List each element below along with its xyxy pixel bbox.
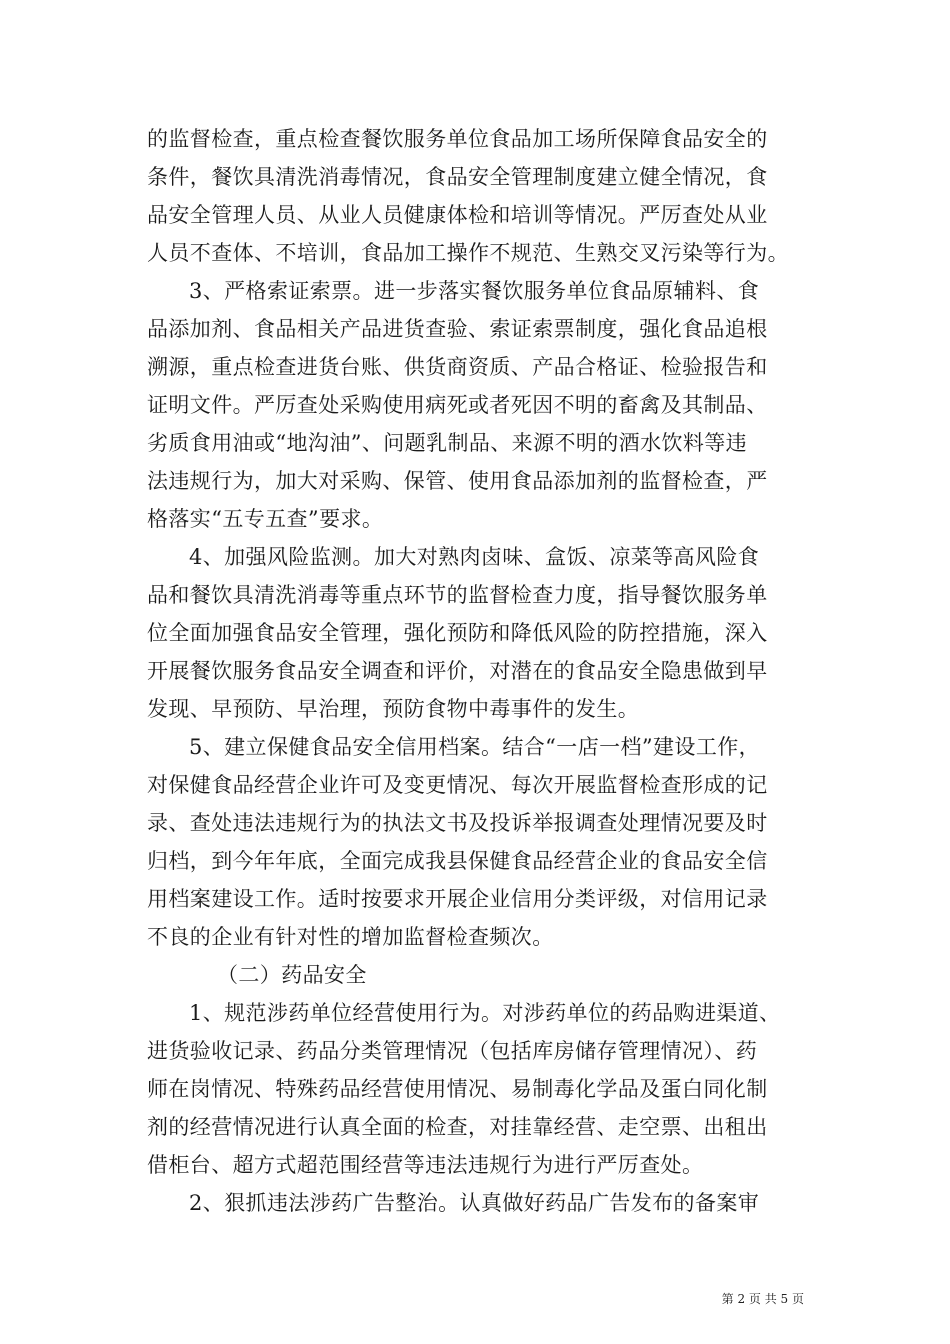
text-line: 的监督检查，重点检查餐饮服务单位食品加工场所保障食品安全的	[147, 127, 768, 151]
text-line: 借柜台、超方式超范围经营等违法违规行为进行严厉查处。	[147, 1153, 704, 1177]
text-line: 溯源，重点检查进货台账、供货商资质、产品合格证、检验报告和	[147, 355, 768, 379]
text-line: 证明文件。严厉查处采购使用病死或者死因不明的畜禽及其制品、	[147, 393, 768, 417]
text-line: 归档，到今年年底，全面完成我县保健食品经营企业的食品安全信	[147, 849, 768, 873]
text-line: 发现、早预防、早治理，预防食物中毒事件的发生。	[147, 697, 640, 721]
text-line: 条件，餐饮具清洗消毒情况，食品安全管理制度建立健全情况，食	[147, 165, 768, 189]
text-line: 劣质食用油或“地沟油”、问题乳制品、来源不明的酒水饮料等违	[147, 431, 748, 455]
text-line: 品添加剂、食品相关产品进货查验、索证索票制度，强化食品追根	[147, 317, 768, 341]
paragraph-start-line: 1、规范涉药单位经营使用行为。对涉药单位的药品购进渠道、	[189, 1001, 781, 1025]
text-line: 格落实“五专五查”要求。	[147, 507, 384, 531]
page-number-footer: 第 2 页 共 5 页	[721, 1292, 804, 1306]
text-line: 不良的企业有针对性的增加监督检查频次。	[147, 925, 554, 949]
paragraph-start-line: 2、狠抓违法涉药广告整治。认真做好药品广告发布的备案审	[189, 1191, 760, 1215]
paragraph-start-line: 5、建立保健食品安全信用档案。结合“一店一档”建设工作，	[189, 735, 761, 759]
text-line: 对保健食品经营企业许可及变更情况、每次开展监督检查形成的记	[147, 773, 768, 797]
text-line: 人员不查体、不培训，食品加工操作不规范、生熟交叉污染等行为。	[147, 241, 789, 265]
section-heading: （二）药品安全	[217, 963, 367, 987]
body-text	[147, 120, 807, 1222]
paragraph-start-line: 4、加强风险监测。加大对熟肉卤味、盒饭、凉菜等高风险食	[189, 545, 760, 569]
text-line: 录、查处违法违规行为的执法文书及投诉举报调查处理情况要及时	[147, 811, 768, 835]
text-line: 品和餐饮具清洗消毒等重点环节的监督检查力度，指导餐饮服务单	[147, 583, 768, 607]
text-line: 法违规行为，加大对采购、保管、使用食品添加剂的监督检查，严	[147, 469, 768, 493]
text-line: 开展餐饮服务食品安全调查和评价，对潜在的食品安全隐患做到早	[147, 659, 768, 683]
paragraph-start-line: 3、严格索证索票。进一步落实餐饮服务单位食品原辅料、食	[189, 279, 760, 303]
text-line: 用档案建设工作。适时按要求开展企业信用分类评级，对信用记录	[147, 887, 768, 911]
text-line: 进货验收记录、药品分类管理情况（包括库房储存管理情况）、药	[147, 1039, 758, 1063]
text-line: 剂的经营情况进行认真全面的检查，对挂靠经营、走空票、出租出	[147, 1115, 768, 1139]
text-line: 师在岗情况、特殊药品经营使用情况、易制毒化学品及蛋白同化制	[147, 1077, 768, 1101]
text-line: 品安全管理人员、从业人员健康体检和培训等情况。严厉查处从业	[147, 203, 768, 227]
text-line: 位全面加强食品安全管理，强化预防和降低风险的防控措施，深入	[147, 621, 768, 645]
